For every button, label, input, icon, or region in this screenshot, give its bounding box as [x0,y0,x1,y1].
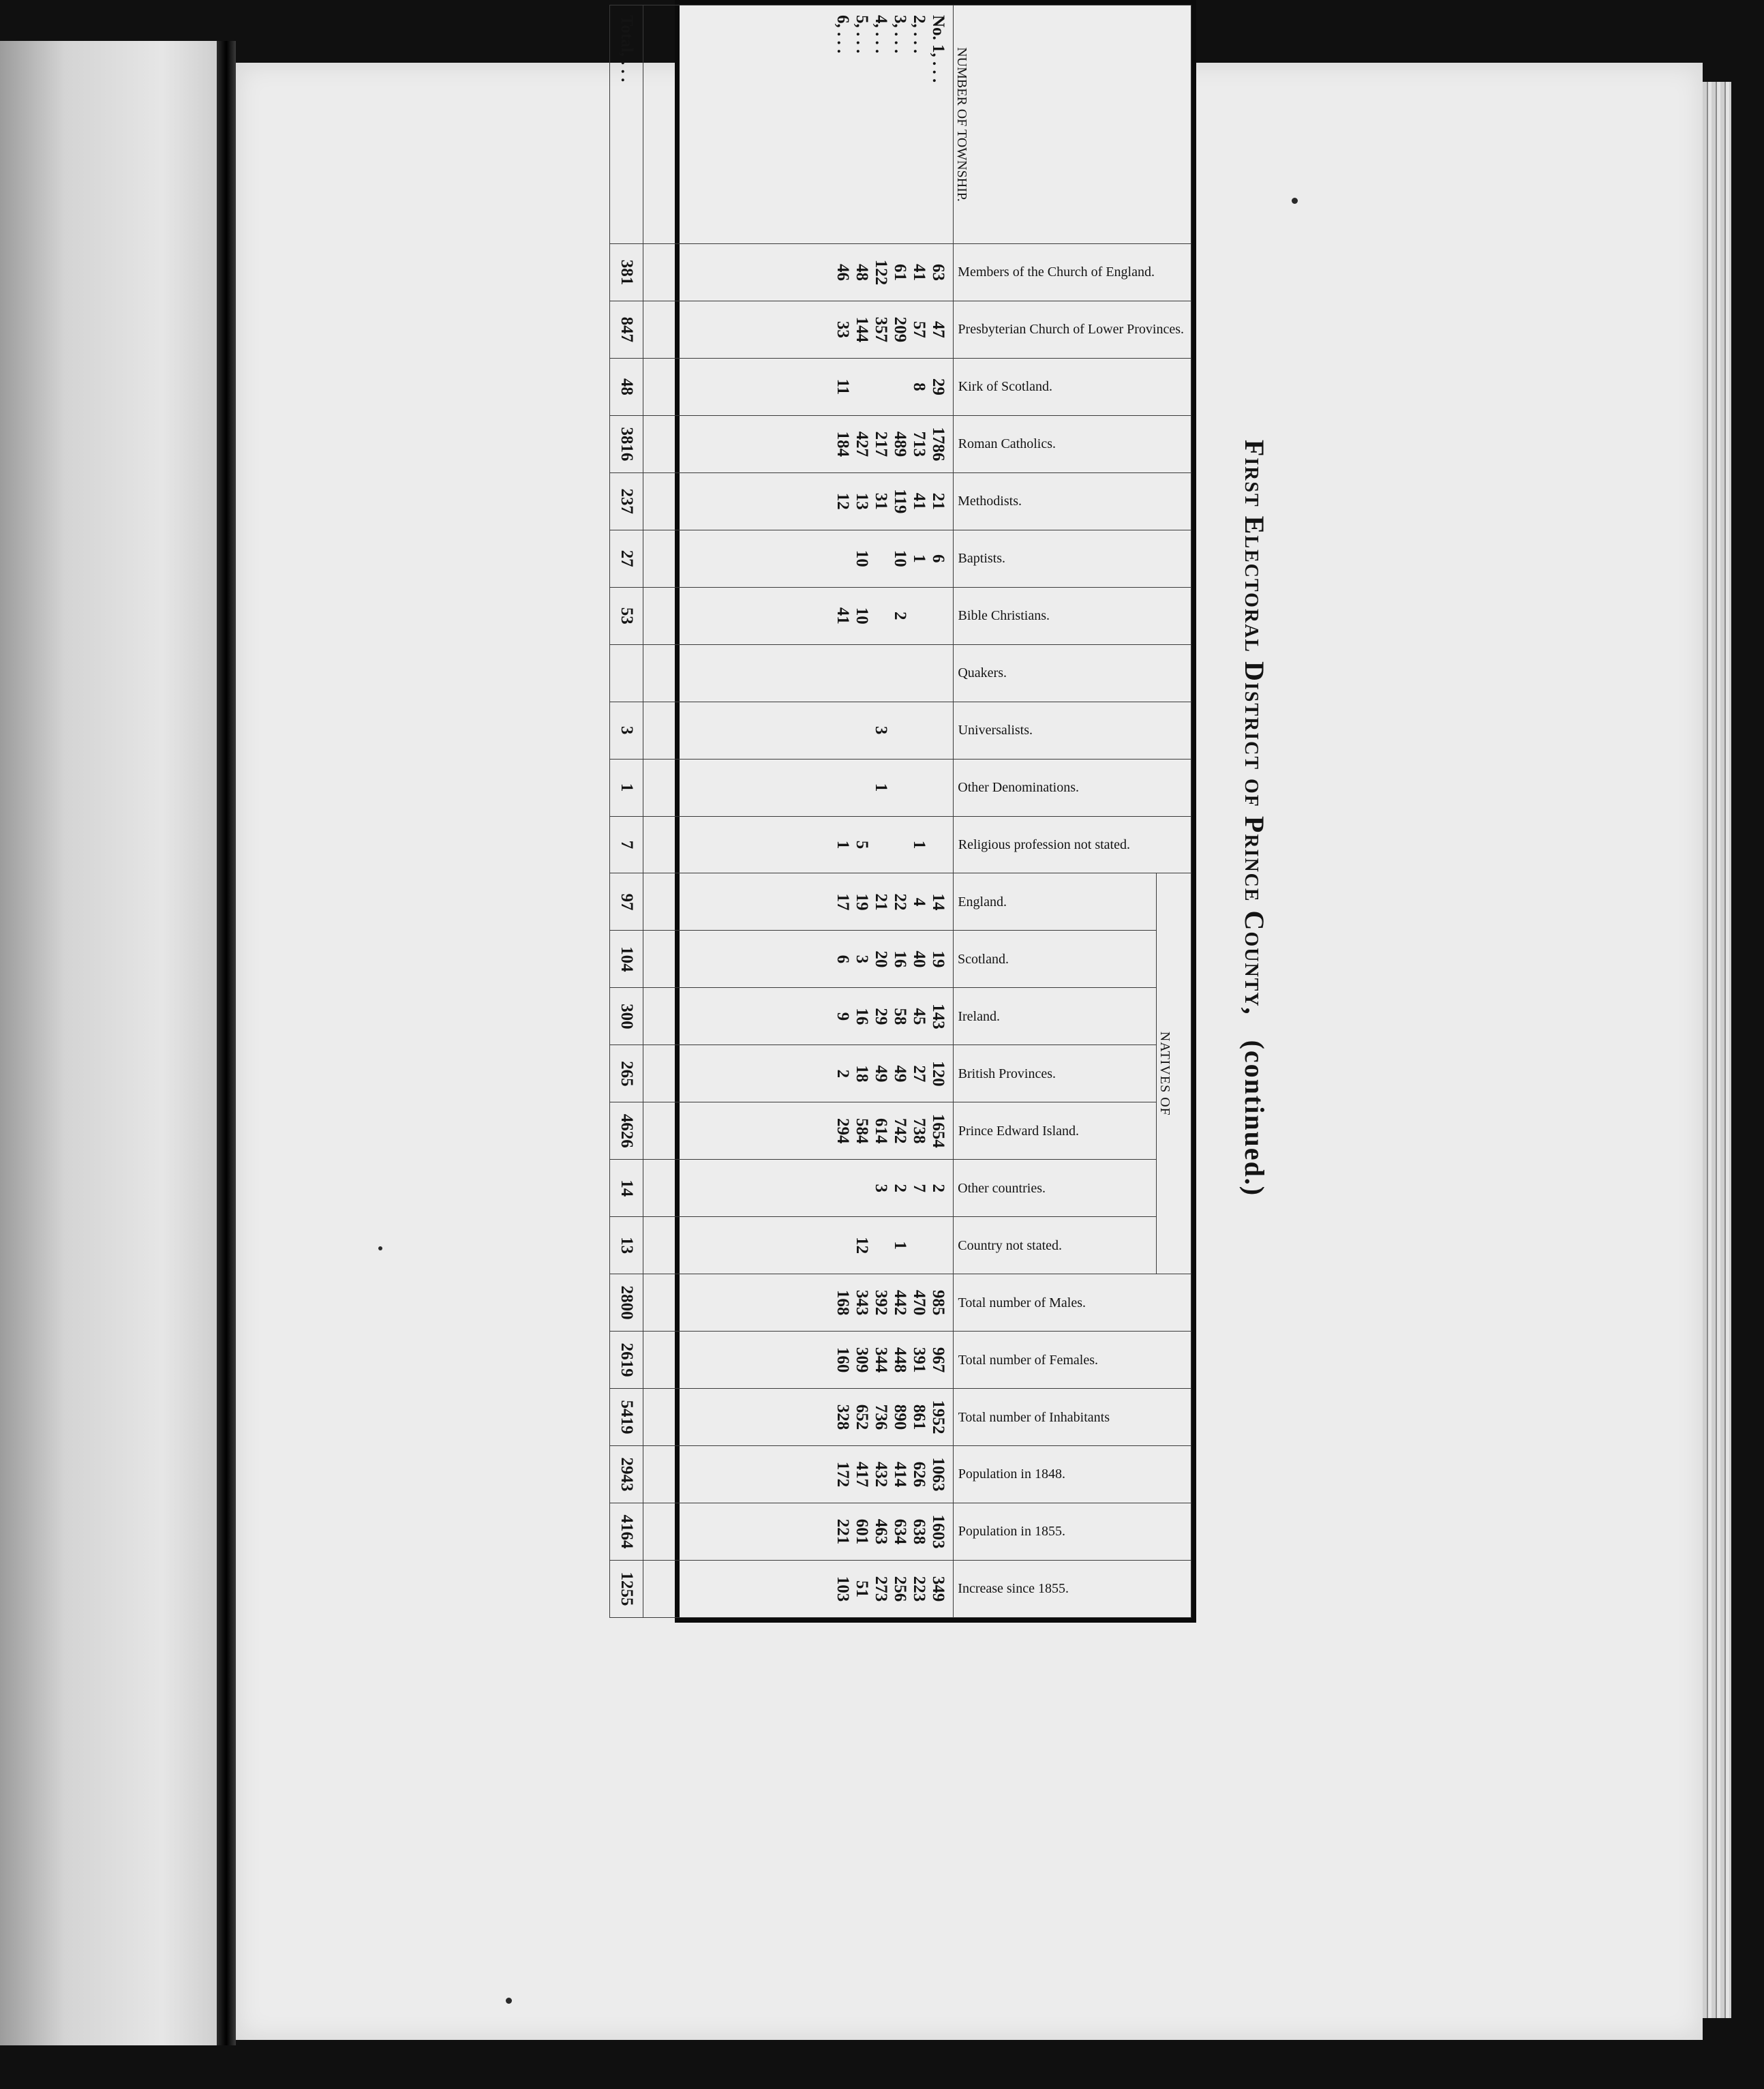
data-column [643,1217,954,1274]
table-cell: 16 [853,1008,872,1025]
table-cell: 1603 [929,1514,948,1549]
religion-col-header-label: Methodists. [958,494,1022,509]
total-cell: 300 [609,988,643,1045]
table-cell: 1952 [929,1400,948,1434]
total-cell: 97 [609,873,643,931]
table-cell: 13 [853,492,872,510]
table-cell: 184 [834,431,853,457]
table-cell: 12 [834,492,853,510]
table-cell: 12 [853,1237,872,1254]
total-cell: 847 [609,301,643,358]
summary-col-header-label: Population in 1848. [958,1467,1065,1482]
religion-col-header-label: Members of the Church of England. [958,265,1155,280]
religion-col-header [954,358,1191,415]
data-column [643,1389,954,1446]
table-cell: 742 [891,1118,910,1144]
table-cell: 144 [853,316,872,343]
table-cell: 120 [929,1061,948,1087]
religion-col-header [954,301,1191,358]
census-table-frame [617,0,1196,1623]
natives-col-header [954,1102,1157,1160]
table-cell: 49 [872,1065,891,1083]
speck [1292,198,1298,204]
religion-col-header [954,415,1191,472]
religion-col-header [954,587,1191,644]
table-cell: 8 [910,382,929,391]
data-column [643,702,954,759]
table-cell: 160 [834,1347,853,1373]
data-column [643,472,954,530]
data-column [643,1160,954,1217]
title-main: First Electoral District of Prince County, [1239,439,1270,1016]
table-cell: 890 [891,1404,910,1430]
table-cell: 10 [853,550,872,567]
table-cell: 172 [834,1461,853,1488]
table-cell: 122 [872,259,891,286]
total-cell: 7 [609,816,643,873]
data-column [643,587,954,644]
summary-col-header [954,1446,1191,1503]
natives-col-header [954,1160,1157,1217]
religion-col-header-label: Kirk of Scotland. [958,379,1052,395]
township-names [643,5,954,244]
table-cell: 6 [834,955,853,964]
table-cell: 357 [872,316,891,343]
summary-col-header-label: Total number of Females. [958,1352,1098,1368]
table-cell: 61 [891,263,910,281]
summary-col-header [954,1274,1191,1332]
religion-col-header [954,644,1191,702]
data-column [643,816,954,873]
total-cell: 1255 [609,1560,643,1617]
data-column [643,1045,954,1102]
township-name: 5, . . . [853,15,872,54]
table-cell: 328 [834,1404,853,1430]
table-cell: 19 [853,893,872,911]
table-cell: 11 [834,378,853,395]
natives-col-header [954,931,1157,988]
table-cell: 6 [929,554,948,563]
table-cell: 31 [872,492,891,510]
religion-col-header [954,816,1191,873]
township-header-label: NUMBER OF TOWNSHIP. [954,47,970,202]
table-cell: 2 [891,1184,910,1192]
table-cell: 861 [910,1404,929,1430]
table-cell: 48 [853,263,872,281]
religion-col-header-label: Universalists. [958,723,1033,738]
table-cell: 985 [929,1289,948,1316]
religion-col-header-label: Bible Christians. [958,608,1050,624]
data-column [643,530,954,587]
table-cell: 18 [853,1065,872,1083]
summary-col-header [954,1332,1191,1389]
table-cell: 2 [891,611,910,620]
table-cell: 967 [929,1347,948,1373]
data-column [643,1560,954,1617]
table-cell: 7 [910,1184,929,1192]
table-cell: 1786 [929,427,948,462]
table-cell: 738 [910,1118,929,1144]
religion-col-header [954,702,1191,759]
data-column [643,1446,954,1503]
table-cell: 58 [891,1008,910,1025]
table-cell: 432 [872,1461,891,1488]
natives-of-header: NATIVES OF [1157,873,1191,1274]
summary-col-header-label: Increase since 1855. [958,1581,1069,1597]
religion-col-header [954,244,1191,301]
data-column [643,1503,954,1560]
total-cell: 3 [609,702,643,759]
table-cell: 29 [872,1008,891,1025]
table-cell: 470 [910,1289,929,1316]
township-rows [643,5,954,1618]
table-cell: 344 [872,1347,891,1373]
table-cell: 10 [853,607,872,625]
table-cell: 427 [853,431,872,457]
township-name: 6, . . . [834,15,853,54]
table-cell: 1 [910,840,929,850]
data-column [643,873,954,931]
table-cell: 626 [910,1461,929,1488]
data-column [643,644,954,702]
total-cell: 5419 [609,1389,643,1446]
table-cell: 5 [853,840,872,850]
religion-col-header [954,472,1191,530]
table-cell: 273 [872,1576,891,1602]
total-cell: 1 [609,759,643,816]
total-cell: 2619 [609,1332,643,1389]
table-cell: 294 [834,1118,853,1144]
table-cell: 652 [853,1404,872,1430]
natives-col-header-label: Ireland. [958,1008,1001,1024]
table-cell: 2 [929,1184,948,1192]
religion-col-header [954,759,1191,816]
summary-col-header-label: Population in 1855. [958,1524,1065,1539]
data-column [643,1332,954,1389]
natives-col-header-label: England. [958,894,1007,910]
religion-col-header-label: Other Denominations. [958,780,1080,796]
natives-col-header [954,1045,1157,1102]
table-cell: 221 [834,1518,853,1545]
table-cell: 414 [891,1461,910,1488]
total-cell [609,644,643,702]
total-cell: 48 [609,358,643,415]
table-cell: 51 [853,1580,872,1597]
natives-col-header-label: British Provinces. [958,1066,1056,1081]
table-cell: 10 [891,550,910,567]
table-cell: 9 [834,1012,853,1021]
table-cell: 119 [891,489,910,514]
table-cell: 349 [929,1576,948,1602]
table-cell: 16 [891,950,910,968]
table-cell: 1063 [929,1457,948,1492]
table-cell: 47 [929,320,948,338]
total-cell: 4164 [609,1503,643,1560]
table-cell: 45 [910,1008,929,1025]
table-cell: 1654 [929,1113,948,1148]
table-cell: 442 [891,1289,910,1316]
table-cell: 14 [929,893,948,911]
total-cell: 265 [609,1045,643,1102]
table-cell: 2 [834,1069,853,1079]
table-cell: 29 [929,378,948,395]
natives-col-header [954,873,1157,931]
table-cell: 634 [891,1518,910,1545]
township-name: 2, . . . [910,15,929,54]
table-cell: 209 [891,316,910,343]
census-table [609,5,1191,1618]
summary-col-header [954,1560,1191,1617]
data-column [643,244,954,301]
data-column [643,759,954,816]
summary-col-header-label: Total number of Inhabitants [958,1409,1110,1425]
table-cell: 20 [872,950,891,968]
table-cell: 489 [891,431,910,457]
total-cell: 53 [609,587,643,644]
summary-col-header [954,1389,1191,1446]
table-cell: 3 [872,1184,891,1192]
summary-col-header-label: Total number of Males. [958,1295,1086,1310]
natives-col-header-label: Other countries. [958,1180,1046,1196]
totals-label: Total, . . . [609,5,643,244]
table-cell: 309 [853,1347,872,1373]
table-cell: 217 [872,431,891,457]
data-column [643,415,954,472]
table-cell: 1 [891,1241,910,1250]
township-name: No. 1, . . . [929,15,948,83]
speck [378,1246,382,1250]
table-cell: 63 [929,263,948,281]
table-cell: 49 [891,1065,910,1083]
table-cell: 40 [910,950,929,968]
speck [506,1998,512,2004]
title-continued: (continued.) [1239,1040,1270,1197]
table-cell: 463 [872,1518,891,1545]
township-name: 3, . . . [891,15,910,54]
table-cell: 736 [872,1404,891,1430]
table-cell: 448 [891,1347,910,1373]
religion-col-header-label: Presbyterian Church of Lower Provinces. [958,322,1184,337]
table-cell: 601 [853,1518,872,1545]
table-cell: 21 [929,492,948,510]
summary-col-header [954,1503,1191,1560]
page-title [1230,0,1278,1660]
table-cell: 143 [929,1004,948,1030]
table-cell: 17 [834,893,853,911]
table-cell: 41 [910,492,929,510]
table-cell: 223 [910,1576,929,1602]
religion-col-header-label: Roman Catholics. [958,436,1056,452]
total-cell: 237 [609,472,643,530]
table-cell: 713 [910,431,929,457]
data-column [643,358,954,415]
table-cell: 4 [910,897,929,907]
table-cell: 19 [929,950,948,968]
table-cell: 638 [910,1518,929,1545]
township-name: 4, . . . [872,15,891,54]
table-cell: 614 [872,1118,891,1144]
table-cell: 27 [910,1065,929,1083]
book-gutter [217,41,236,2045]
data-column [643,1102,954,1160]
totals-row [609,5,643,1618]
total-cell: 13 [609,1217,643,1274]
natives-col-header-label: Scotland. [958,951,1009,967]
table-cell: 1 [910,554,929,563]
natives-col-header-label: Prince Edward Island. [958,1123,1079,1139]
total-cell: 3816 [609,415,643,472]
religion-col-header-label: Religious profession not stated. [958,837,1130,852]
total-cell: 27 [609,530,643,587]
table-cell: 584 [853,1118,872,1144]
data-column [643,1274,954,1332]
table-cell: 392 [872,1289,891,1316]
natives-col-header [954,988,1157,1045]
table-cell: 1 [872,783,891,792]
table-cell: 1 [834,840,853,850]
religion-col-header-label: Quakers. [958,665,1007,681]
data-column [643,931,954,988]
facing-page [0,41,217,2045]
total-cell: 2943 [609,1446,643,1503]
natives-col-header-label: Country not stated. [958,1237,1063,1253]
total-cell: 381 [609,244,643,301]
table-cell: 46 [834,263,853,281]
table-cell: 391 [910,1347,929,1373]
township-header [954,5,1191,244]
table-cell: 33 [834,320,853,338]
table-cell: 22 [891,893,910,911]
table-cell: 41 [834,607,853,625]
total-cell: 104 [609,931,643,988]
data-column [643,988,954,1045]
table-cell: 57 [910,320,929,338]
table-cell: 417 [853,1461,872,1488]
table-cell: 256 [891,1576,910,1602]
natives-col-header [954,1217,1157,1274]
table-cell: 343 [853,1289,872,1316]
religion-col-header [954,530,1191,587]
total-cell: 14 [609,1160,643,1217]
table-cell: 168 [834,1289,853,1316]
table-cell: 3 [872,725,891,735]
religion-col-header-label: Baptists. [958,551,1005,567]
page-edge [1703,82,1731,2018]
total-cell: 4626 [609,1102,643,1160]
rotated-table-block [617,0,1278,1660]
table-cell: 103 [834,1576,853,1602]
total-cell: 2800 [609,1274,643,1332]
table-cell: 3 [853,955,872,964]
table-cell: 21 [872,893,891,911]
table-cell: 41 [910,263,929,281]
data-column [643,301,954,358]
